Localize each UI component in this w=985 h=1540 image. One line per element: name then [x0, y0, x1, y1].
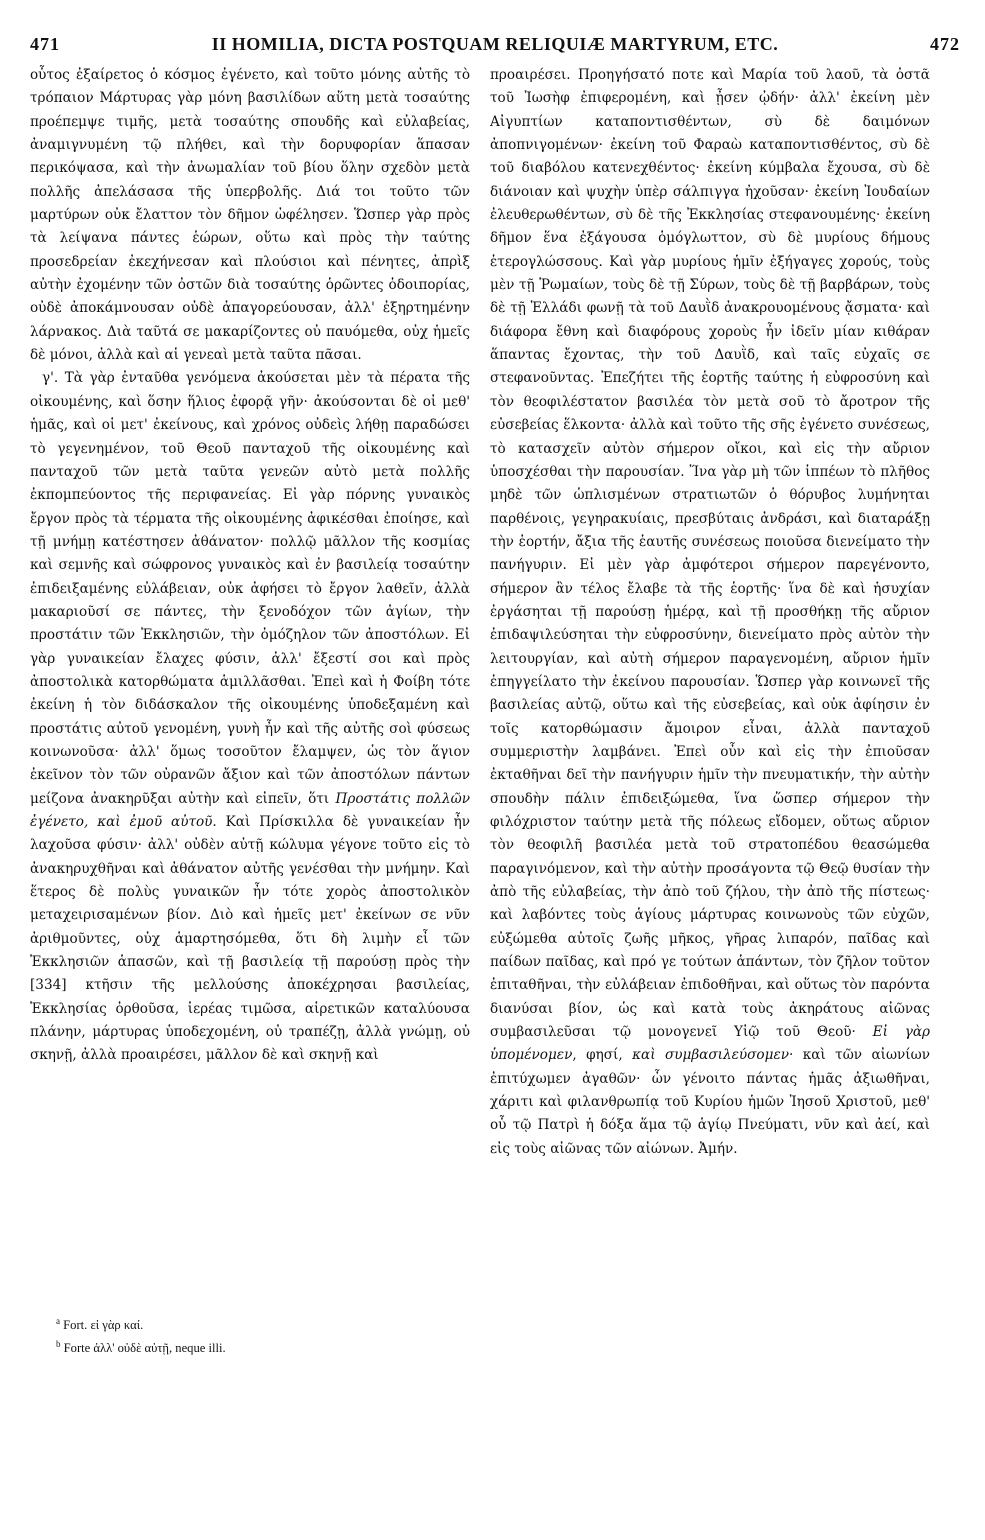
- running-title: II HOMILIA, DICTA POSTQUAM RELIQUIÆ MARTYRUM, ETC.: [211, 34, 779, 54]
- footnote-b: [56, 1335, 466, 1358]
- left-paragraph-2-rest: Καὶ Πρίσκιλλα δὲ γυναικείαν ἦν λαχοῦσα φύσιν· ἀλλ' οὐδὲν αὐτῇ κώλυμα γέγονε τοῦτο εἰς τὸ ἀνακηρυχθῆναι καὶ ἀθάνατον αὐτῆς γενέσθαι τὴν μνήμην. Καὶ ἕτερος δὲ πολὺς γυναικῶν ἦν τότε χορὸς ἀποστολικὸν μεταχειρισαμένων βίον. Διὸ καὶ ἡμεῖς μετ' ἐκείνων σε νῦν ἀριθμοῦντες, οὐχ ἁμαρτησόμεθα, ὅτι δὴ λιμὴν εἶ τῶν Ἐκκλησιῶν ἁπασῶν, καὶ τῇ βασιλείᾳ τῇ παρούσῃ πρὸς τὴν [334] κτῆσιν τῆς μελλούσης ἀποκέχρησαι βασιλείας, Ἐκκλησίας ὀρθοῦσα, ἱερέας τιμῶσα, αἱρετικῶν καταλύουσα πλάνην, μάρτυρας ὑποδεχομένη, οὐ τραπέζῃ, ἀλλὰ γνώμῃ, οὐ σκηνῇ, ἀλλὰ προαιρέσει, μᾶλλον δὲ καὶ σκηνῇ καὶ: [30, 814, 470, 1064]
- footnote-a-text: Fort. εἰ γὰρ καί.: [63, 1318, 144, 1333]
- right-column: [490, 64, 930, 1161]
- scripture-quote-1: Εἰ γὰρ ὑπομένομεν: [490, 1024, 931, 1064]
- left-paragraph-2-text: γ'. Τὰ γὰρ ἐνταῦθα γενόμενα ἀκούσεται μὲν τὰ πέρατα τῆς οἰκουμένης, καὶ ὅσην ἥλιος ἐφορᾷ γῆν· ἀκούσονται δὲ οἱ μεθ' ἡμᾶς, καὶ οἱ μετ' ἐκείνους, καὶ χρόνος οὐδεὶς λήθῃ παραδώσει τὸ γεγενημένον, τοῦ Θεοῦ πανταχοῦ τῆς οἰκουμένης καὶ πανταχοῦ τῶν μετὰ ταῦτα γενεῶν αὐτὸ μετὰ πολλῆς ἐκπομπεύοντος τῆς περιφανείας. Εἰ γὰρ πόρνης γυναικὸς ἔργον πρὸς τὰ τέρματα τῆς οἰκουμένης ἀφικέσθαι ἐποίησε, καὶ τῇ μνήμῃ κατέστησεν ἀθάνατον· πολλῷ μᾶλλον τῆς κοσμίας καὶ σεμνῆς καὶ σώφρονος γυναικὸς καὶ ἐν βασιλείᾳ τοσαύτην ἐπιδειξαμένης εὐλάβειαν, οὐκ ἀφήσει τὸ ἔργον λαθεῖν, ἀλλὰ μακαριοῦσί σε πάντες, τὴν ξενοδόχον τῶν ἁγίων, τὴν προστάτιν τῶν Ἐκκλησιῶν, τὴν ὁμόζηλον τῶν ἀποστόλων. Εἰ γὰρ γυναικείαν ἔλαχες φύσιν, ἀλλ' ἔξεστί σοι καὶ πρὸς ἀποστολικὰ κατορθώματα ἁμιλλᾶσθαι. Ἐπεὶ καὶ ἡ Φοίβη τότε ἐκείνη ἡ τὸν διδάσκαλον τῆς οἰκουμένης ὑποδεξαμένη καὶ προστάτις αὐτοῦ γενομένη, γυνὴ ἦν καὶ τῆς αὐτῆς σοὶ φύσεως κοινωνοῦσα· ἀλλ' ὅμως τοσοῦτον ἔλαμψεν, ὡς τὸν ἅγιον ἐκεῖνον τὸν τῶν οὐρανῶν ἄξιον καὶ τῶν ἀποστόλων πάντων μείζονα ἀνακηρῦξαι αὐτὴν καὶ εἰπεῖν, ὅτι: [30, 370, 470, 807]
- footnote-a-mark: a: [56, 1316, 60, 1326]
- page-number-left: 471: [30, 34, 60, 54]
- footnotes: [56, 1312, 466, 1358]
- right-paragraph-1-text: προαιρέσει. Προηγήσατό ποτε καὶ Μαρία τοῦ λαοῦ, τὰ ὀστᾶ τοῦ Ἰωσὴφ ἐπιφερομένη, καὶ ᾖσεν ᾠδήν· ἀλλ' ἐκείνη μὲν Αἰγυπτίων καταποντισθέντων, σὺ δὲ δαιμόνων ἀποπνιγομένων· ἐκείνη τοῦ Φαραὼ καταποντισθέντος, σὺ δὲ τοῦ διαβόλου κατενεχθέντος· ἐκείνη κύμβαλα ἔχουσα, σὺ δὲ διάνοιαν καὶ ψυχὴν ὑπὲρ σάλπιγγα ἠχοῦσαν· ἐκείνη Ἰουδαίων ἐλευθερωθέντων, σὺ δὲ τῆς Ἐκκλησίας στεφανουμένης· ἐκείνη δῆμον ἕνα ἐξάγουσα ὁμόγλωττον, σὺ δὲ μυρίους δήμους ἑτερογλώσσους. Καὶ γὰρ μυρίους ἡμῖν ἐξήγαγες χορούς, τοὺς μὲν τῇ Ῥωμαίων, τοὺς δὲ τῇ Σύρων, τοὺς δὲ τῇ βαρβάρων, τοὺς δὲ τῇ Ἑλλάδι φωνῇ τὰ τοῦ Δαυῒδ ἀνακρουομένους ᾄσματα· καὶ διάφορα ἔθνη καὶ διαφόρους χοροὺς ἦν ἰδεῖν μίαν κιθάραν ἅπαντας ἔχοντας, τὴν τοῦ Δαυῒδ, καὶ ταῖς εὐχαῖς σε στεφανοῦντας. Ἐπεζήτει τῆς ἑορτῆς ταύτης ἡ εὐφροσύνη καὶ τὸν θεοφιλέστατον βασιλέα τὸν μετὰ σοῦ τὸ ἄροτρον τῆς εὐσεβείας ἕλκοντα· ἀλλὰ καὶ τοῦτο τῆς σῆς ἐγένετο συνέσεως, τὸ κατασχεῖν αὐτὸν σήμερον οἴκοι, καὶ εἰς τὴν αὔριον ὑποσχέσθαι τὴν παρουσίαν. Ἵνα γὰρ μὴ τῶν ἱππέων τὸ πλῆθος μηδὲ τῶν ὡπλισμένων στρατιωτῶν ὁ θόρυβος λυμήνηται παρθένοις, γεγηρακυίαις, πρεσβύταις ἀνδράσι, καὶ διαταράξῃ τὴν ἑορτήν, ἄξια τῆς ἑαυτῆς συνέσεως ποιοῦσα διενείματο τὴν πανήγυριν. Εἰ μὲν γὰρ ἀμφότεροι σήμερον παρεγένοντο, σήμερον ἂν τέλος ἔλαβε τὰ τῆς ἑορτῆς· ἵνα δὲ καὶ ἡσυχίαν ἐργάσηται τῇ παρούσῃ ἡμέρᾳ, καὶ τῇ προσθήκῃ τῆς αὔριον ἐπιδαψιλεύσηται τὴν εὐφροσύνην, διενείματο πρὸς αὐτὸν τὴν λειτουργίαν, καὶ αὐτὴ σήμερον παραγενομένη, αὔριον ἡμῖν ἐπηγγείλατο τὴν ἐκείνου παρουσίαν. Ὥσπερ γὰρ κοινωνεῖ τῆς βασιλείας αὐτῷ, οὕτω καὶ τῆς εὐσεβείας, καὶ οὐκ ἀφίησιν ἐν τοῖς κατορθώμασιν ἄμοιρον εἶναι, ἀλλὰ πανταχοῦ συμμεριστὴν λαμβάνει. Ἐπεὶ οὖν καὶ εἰς τὴν ἐπιοῦσαν ἐκταθῆναι δεῖ τὴν πανήγυριν ἡμῖν τὴν πνευματικήν, τὴν αὐτὴν σπουδὴν πάλιν ἐπιδειξώμεθα, ἵνα ὥσπερ σήμερον τὴν φιλόχριστον ταύτην μετὰ τῆς πόλεως εἴδομεν, οὕτως αὔριον τὸν θεοφιλῆ βασιλέα μετὰ τοῦ στρατοπέδου θεασώμεθα παραγινόμενον, καὶ τὴν αὐτὴν προσάγοντα τῷ Θεῷ θυσίαν τὴν ἀπὸ τῆς εὐλαβείας, τὴν ἀπὸ τοῦ ζήλου, τὴν ἀπὸ τῆς πίστεως· καὶ λαβόντες τοὺς ἁγίους μάρτυρας κοινωνοὺς τῶν εὐχῶν, εὐξώμεθα αὐτοῖς ζωῆς μῆκος, γῆρας λιπαρόν, παῖδας καὶ παίδων παῖδας, καὶ πρό γε τούτων ἁπάντων, τὸν ζῆλον τοῦτον ἐπιταθῆναι, τὴν εὐλάβειαν ἐπιδοθῆναι, καὶ οὕτως τὸν παρόντα διανύσαι βίον, ὡς καὶ κατὰ τοὺς ἀκηράτους αἰῶνας συμβασιλεῦσαι τῷ μονογενεῖ Υἱῷ τοῦ Θεοῦ·: [490, 67, 930, 1041]
- left-column: [30, 64, 470, 1068]
- footnote-b-mark: b: [56, 1339, 61, 1350]
- right-paragraph-1: [490, 64, 930, 1161]
- left-paragraph-1: οὗτος ἐξαίρετος ὁ κόσμος ἐγένετο, καὶ τοῦτο μόνης αὐτῆς τὸ τρόπαιον Μάρτυρας γὰρ μόνη βασιλίδων αὕτη μετὰ τοσαύτης προέπεμψε τιμῆς, μετὰ τοσαύτης σπουδῆς καὶ εὐλαβείας, ἀναμιγνυμένη τῷ πλήθει, καὶ τὴν δορυφορίαν ἅπασαν περικόψασα, καὶ τὴν ἀνωμαλίαν τοῦ βίου ὅλην σχεδὸν μετὰ πολλῆς ἀπελάσασα τῆς ὑπερβολῆς. Διά τοι τοῦτο τῶν μαρτύρων οὐκ ἔλαττον τὸν δῆμον ὠφέλησεν. Ὥσπερ γὰρ πρὸς τὰ λείψανα πάντες ἑώρων, οὕτω καὶ πρὸς τὴν ταύτης προσεδρείαν ἐκεχήνεσαν καὶ πλούσιοι καὶ πένητες, ἀπρὶξ αὐτὴν ἐχομένην τῶν ὀστῶν διὰ τοσαύτης ὁρῶντες ὁδοιπορίας, οὐδὲ ἀποκάμνουσαν οὐδὲ ἀπαγορεύουσαν, ἀλλ' ἐξηρτημένην λάρνακος. Διὰ ταῦτά σε μακαρίζοντες οὐ παυόμεθα, οὐχ ἡμεῖς δὲ μόνοι, ἀλλὰ καὶ αἱ γενεαὶ μετὰ ταῦτα πᾶσαι.: [30, 67, 470, 364]
- document-page: [30, 28, 960, 1518]
- page-number-right: 472: [930, 34, 960, 54]
- left-paragraph-2: [30, 367, 470, 1067]
- quote-attribution: , φησί,: [572, 1047, 623, 1064]
- running-header: [30, 28, 960, 56]
- right-paragraph-1-end: καὶ τῶν αἰωνίων ἐπιτύχωμεν ἀγαθῶν· ὧν γένοιτο πάντας ἡμᾶς ἀξιωθῆναι, χάριτι καὶ φιλανθρωπίᾳ τοῦ Κυρίου ἡμῶν Ἰησοῦ Χριστοῦ, μεθ' οὗ τῷ Πατρὶ ἡ δόξα ἅμα τῷ ἁγίῳ Πνεύματι, νῦν καὶ ἀεί, καὶ εἰς τοὺς αἰῶνας τῶν αἰώνων. Ἀμήν.: [490, 1047, 930, 1157]
- footnote-b-text: Forte ἀλλ' οὐδὲ αὐτῇ, neque illi.: [63, 1341, 226, 1356]
- scripture-quote: Προστάτις πολλῶν ἐγένετο, καὶ ἐμοῦ αὐτοῦ.: [30, 790, 471, 830]
- scripture-quote-2: καὶ συμβασιλεύσομεν·: [632, 1047, 794, 1064]
- footnote-a: [56, 1312, 466, 1335]
